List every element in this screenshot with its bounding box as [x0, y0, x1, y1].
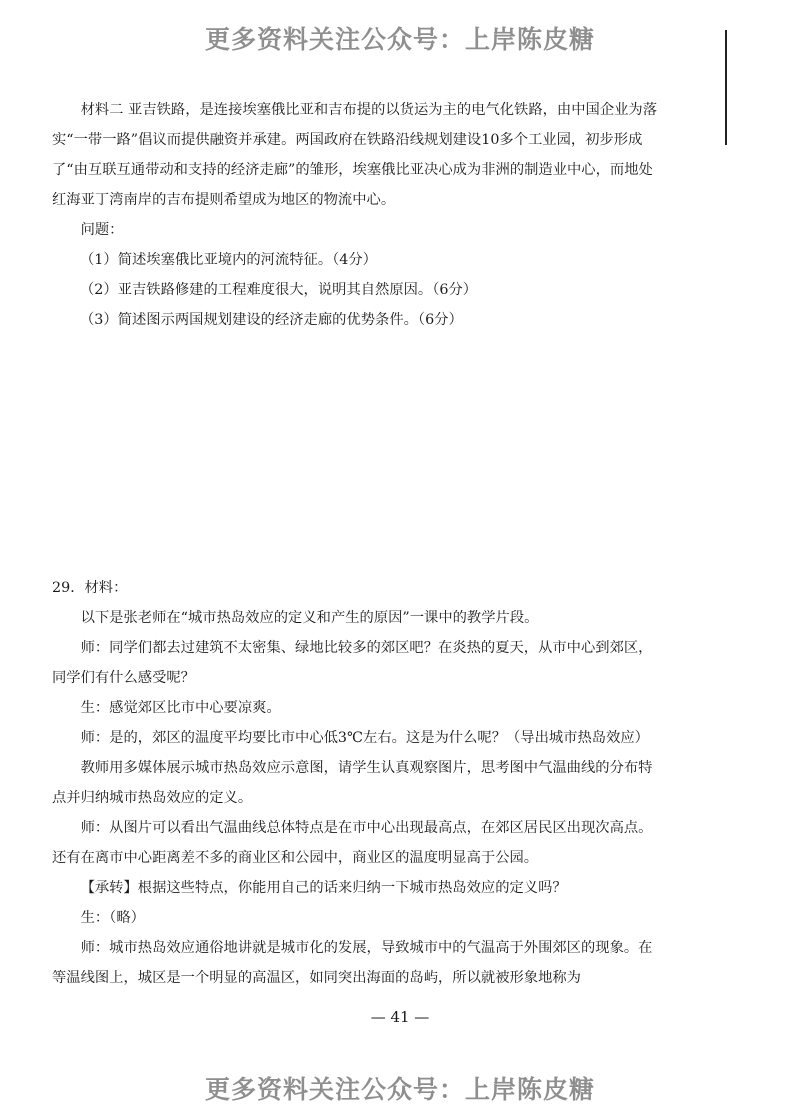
question-29-heading: 29．材料：: [52, 580, 128, 596]
material-two-paragraph: 材料二 亚吉铁路，是连接埃塞俄比亚和吉布提的以货运为主的电气化铁路，由中国企业为落实“一带一路”倡议而提供融资并承建。两国政府在铁路沿线规划建设10多个工业园，初步形成了“由互联互通带动和支持的经济走廊”的雏形，埃塞俄比亚决心成为非洲的制造业中心，而地处红海亚丁湾南岸的吉布提则希望成为地区的物流中心。: [52, 102, 658, 208]
paragraph: 师：是的，郊区的温度平均要比市中心低3℃左右。这是为什么呢？（导出城市热岛效应）: [80, 730, 649, 746]
paragraph: 以下是张老师在“城市热岛效应的定义和产生的原因”一课中的教学片段。: [80, 610, 539, 626]
question-2: （2）亚吉铁路修建的工程难度很大，说明其自然原因。（6分）: [80, 282, 478, 298]
paragraph: 【承转】根据这些特点，你能用自己的话来归纳一下城市热岛效应的定义吗？: [80, 880, 567, 896]
question-29-section: [52, 573, 662, 993]
question-1: （1）简述埃塞俄比亚境内的河流特征。（4分）: [80, 252, 377, 268]
paragraph: 师：从图片可以看出气温曲线总体特点是在市中心出现最高点，在郊区居民区出现次高点。还有在离市中心距离差不多的商业区和公园中，商业区的温度明显高于公园。: [52, 820, 653, 866]
paragraph: 师：城市热岛效应通俗地讲就是城市化的发展，导致城市中的气温高于外围郊区的现象。在等温线图上，城区是一个明显的高温区，如同突出海面的岛屿，所以就被形象地称为: [52, 940, 653, 986]
questions-label: 问题：: [80, 222, 124, 238]
watermark-bottom: 更多资料关注公众号：上岸陈皮糖: [204, 1075, 595, 1104]
question-3: （3）简述图示两国规划建设的经济走廊的优势条件。（6分）: [80, 312, 463, 328]
paragraph: 生：感觉郊区比市中心要凉爽。: [80, 700, 281, 716]
paragraph: 师：同学们都去过建筑不太密集、绿地比较多的郊区吧？在炎热的夏天，从市中心到郊区，同学们有什么感受呢？: [52, 640, 653, 686]
page-number: — 41 —: [370, 1008, 430, 1026]
paragraph: 生：（略）: [80, 910, 145, 926]
watermark-top: 更多资料关注公众号：上岸陈皮糖: [204, 25, 595, 54]
material-two-section: [52, 95, 662, 335]
margin-line: [725, 30, 727, 145]
paragraph: 教师用多媒体展示城市热岛效应示意图，请学生认真观察图片，思考图中气温曲线的分布特点并归纳城市热岛效应的定义。: [52, 760, 653, 806]
